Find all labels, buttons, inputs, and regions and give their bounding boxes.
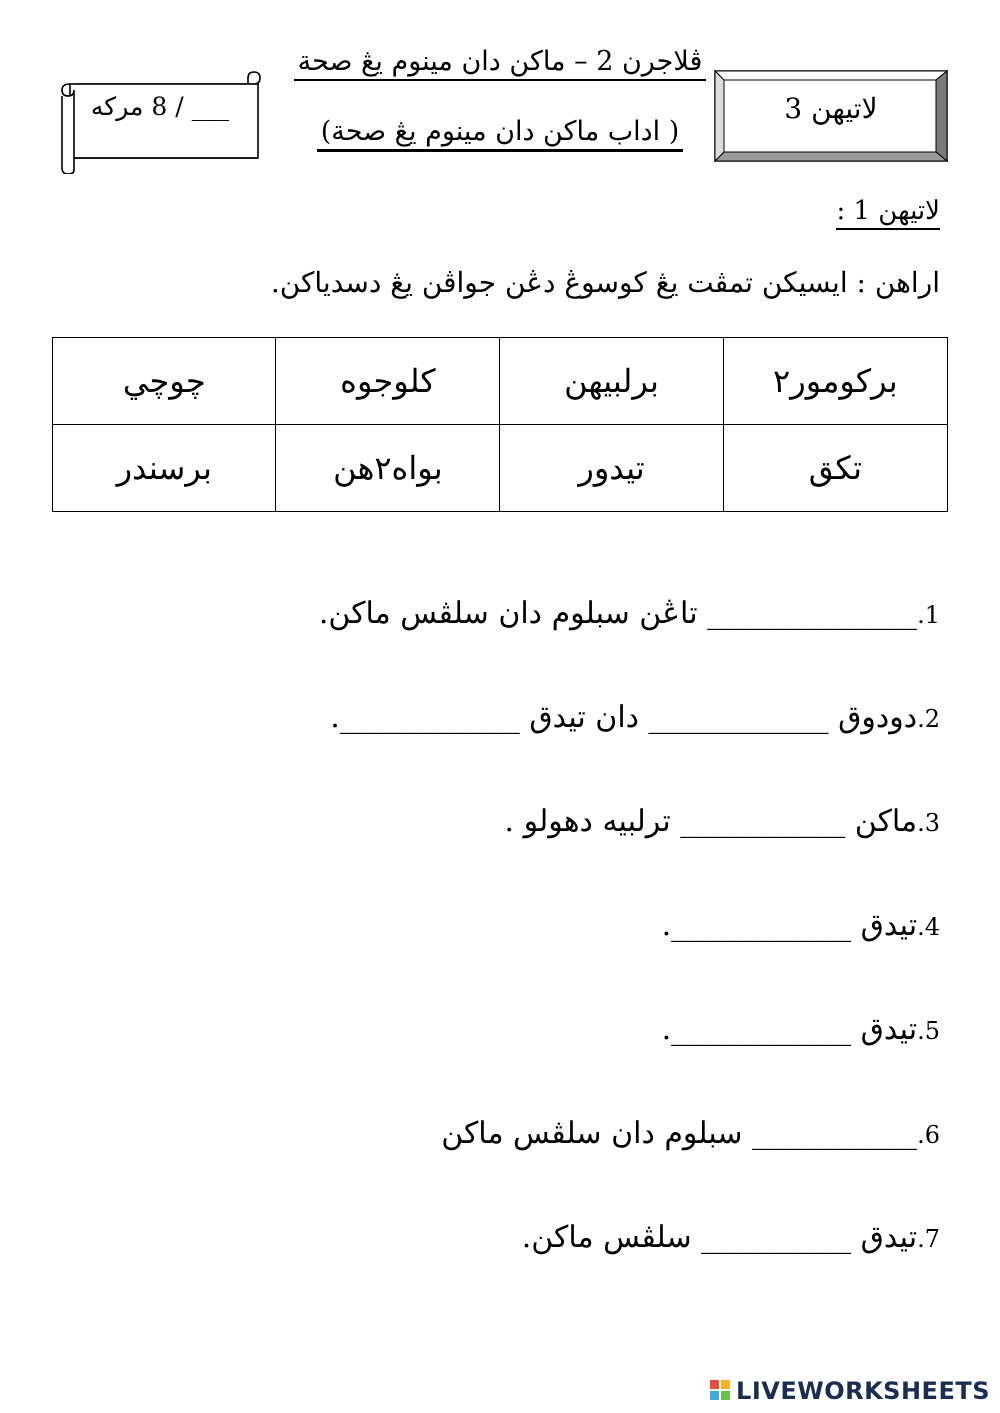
question-text: تيدق __________ سلڤس ماكن. xyxy=(521,1220,918,1255)
scroll-icon xyxy=(58,70,264,174)
exercise-box-label: لاتيهن 3 xyxy=(784,92,878,125)
word-cell: تكق xyxy=(723,425,947,512)
question-text: تيدق ____________. xyxy=(661,1012,918,1047)
lesson-subtitle: ( اداب ماكن دان مينوم يڠ صحة) xyxy=(290,116,710,147)
logo-text: LIVEWORKSHEETS xyxy=(736,1377,990,1405)
score-scroll xyxy=(58,70,264,174)
question-text: ______________ تاڠن سبلوم دان سلڤس ماكن. xyxy=(318,596,918,631)
question-4[interactable] xyxy=(662,908,940,943)
word-cell: كلوجوه xyxy=(276,338,500,425)
question-7[interactable] xyxy=(522,1220,940,1255)
question-text: ___________ سبلوم دان سلڤس ماكن xyxy=(441,1116,918,1151)
liveworksheets-logo[interactable] xyxy=(710,1376,990,1406)
question-number: 2. xyxy=(917,705,940,733)
question-text: دودوق ____________ دان تيدق ____________. xyxy=(330,700,918,735)
word-cell: تيدور xyxy=(500,425,723,512)
word-cell: چوچي xyxy=(53,338,276,425)
question-number: 6. xyxy=(917,1121,940,1149)
lesson-title: ڤلاجرن 2 – ماكن دان مينوم يڠ صحة xyxy=(290,46,710,77)
question-number: 3. xyxy=(917,809,940,837)
instruction-text: اراهن : ايسيكن تمڤت يڠ كوسوڠ دڠن جواڤن يڠ دسدياكن. xyxy=(270,266,940,299)
table-row xyxy=(53,338,948,425)
word-bank-table xyxy=(52,337,948,512)
question-number: 7. xyxy=(917,1225,940,1253)
exercise-box xyxy=(714,70,948,162)
question-5[interactable] xyxy=(662,1012,940,1047)
question-6[interactable] xyxy=(441,1116,940,1151)
question-1[interactable] xyxy=(319,596,940,631)
question-text: تيدق ____________. xyxy=(661,908,918,943)
word-cell: بواه٢هن xyxy=(276,425,500,512)
question-number: 1. xyxy=(917,601,940,629)
logo-blocks-icon xyxy=(710,1380,732,1402)
word-cell: برسندر xyxy=(53,425,276,512)
word-cell: برلبيهن xyxy=(500,338,723,425)
word-cell: بركومور٢ xyxy=(723,338,947,425)
question-3[interactable] xyxy=(505,804,940,839)
question-number: 5. xyxy=(917,1017,940,1045)
score-text: ___ / 8 مركه xyxy=(90,92,230,121)
table-row xyxy=(53,425,948,512)
exercise-label: لاتيهن 1 : xyxy=(836,196,940,230)
question-number: 4. xyxy=(917,913,940,941)
question-2[interactable] xyxy=(330,700,940,735)
question-text: ماكن ___________ ترلبيه دهولو . xyxy=(504,804,918,839)
